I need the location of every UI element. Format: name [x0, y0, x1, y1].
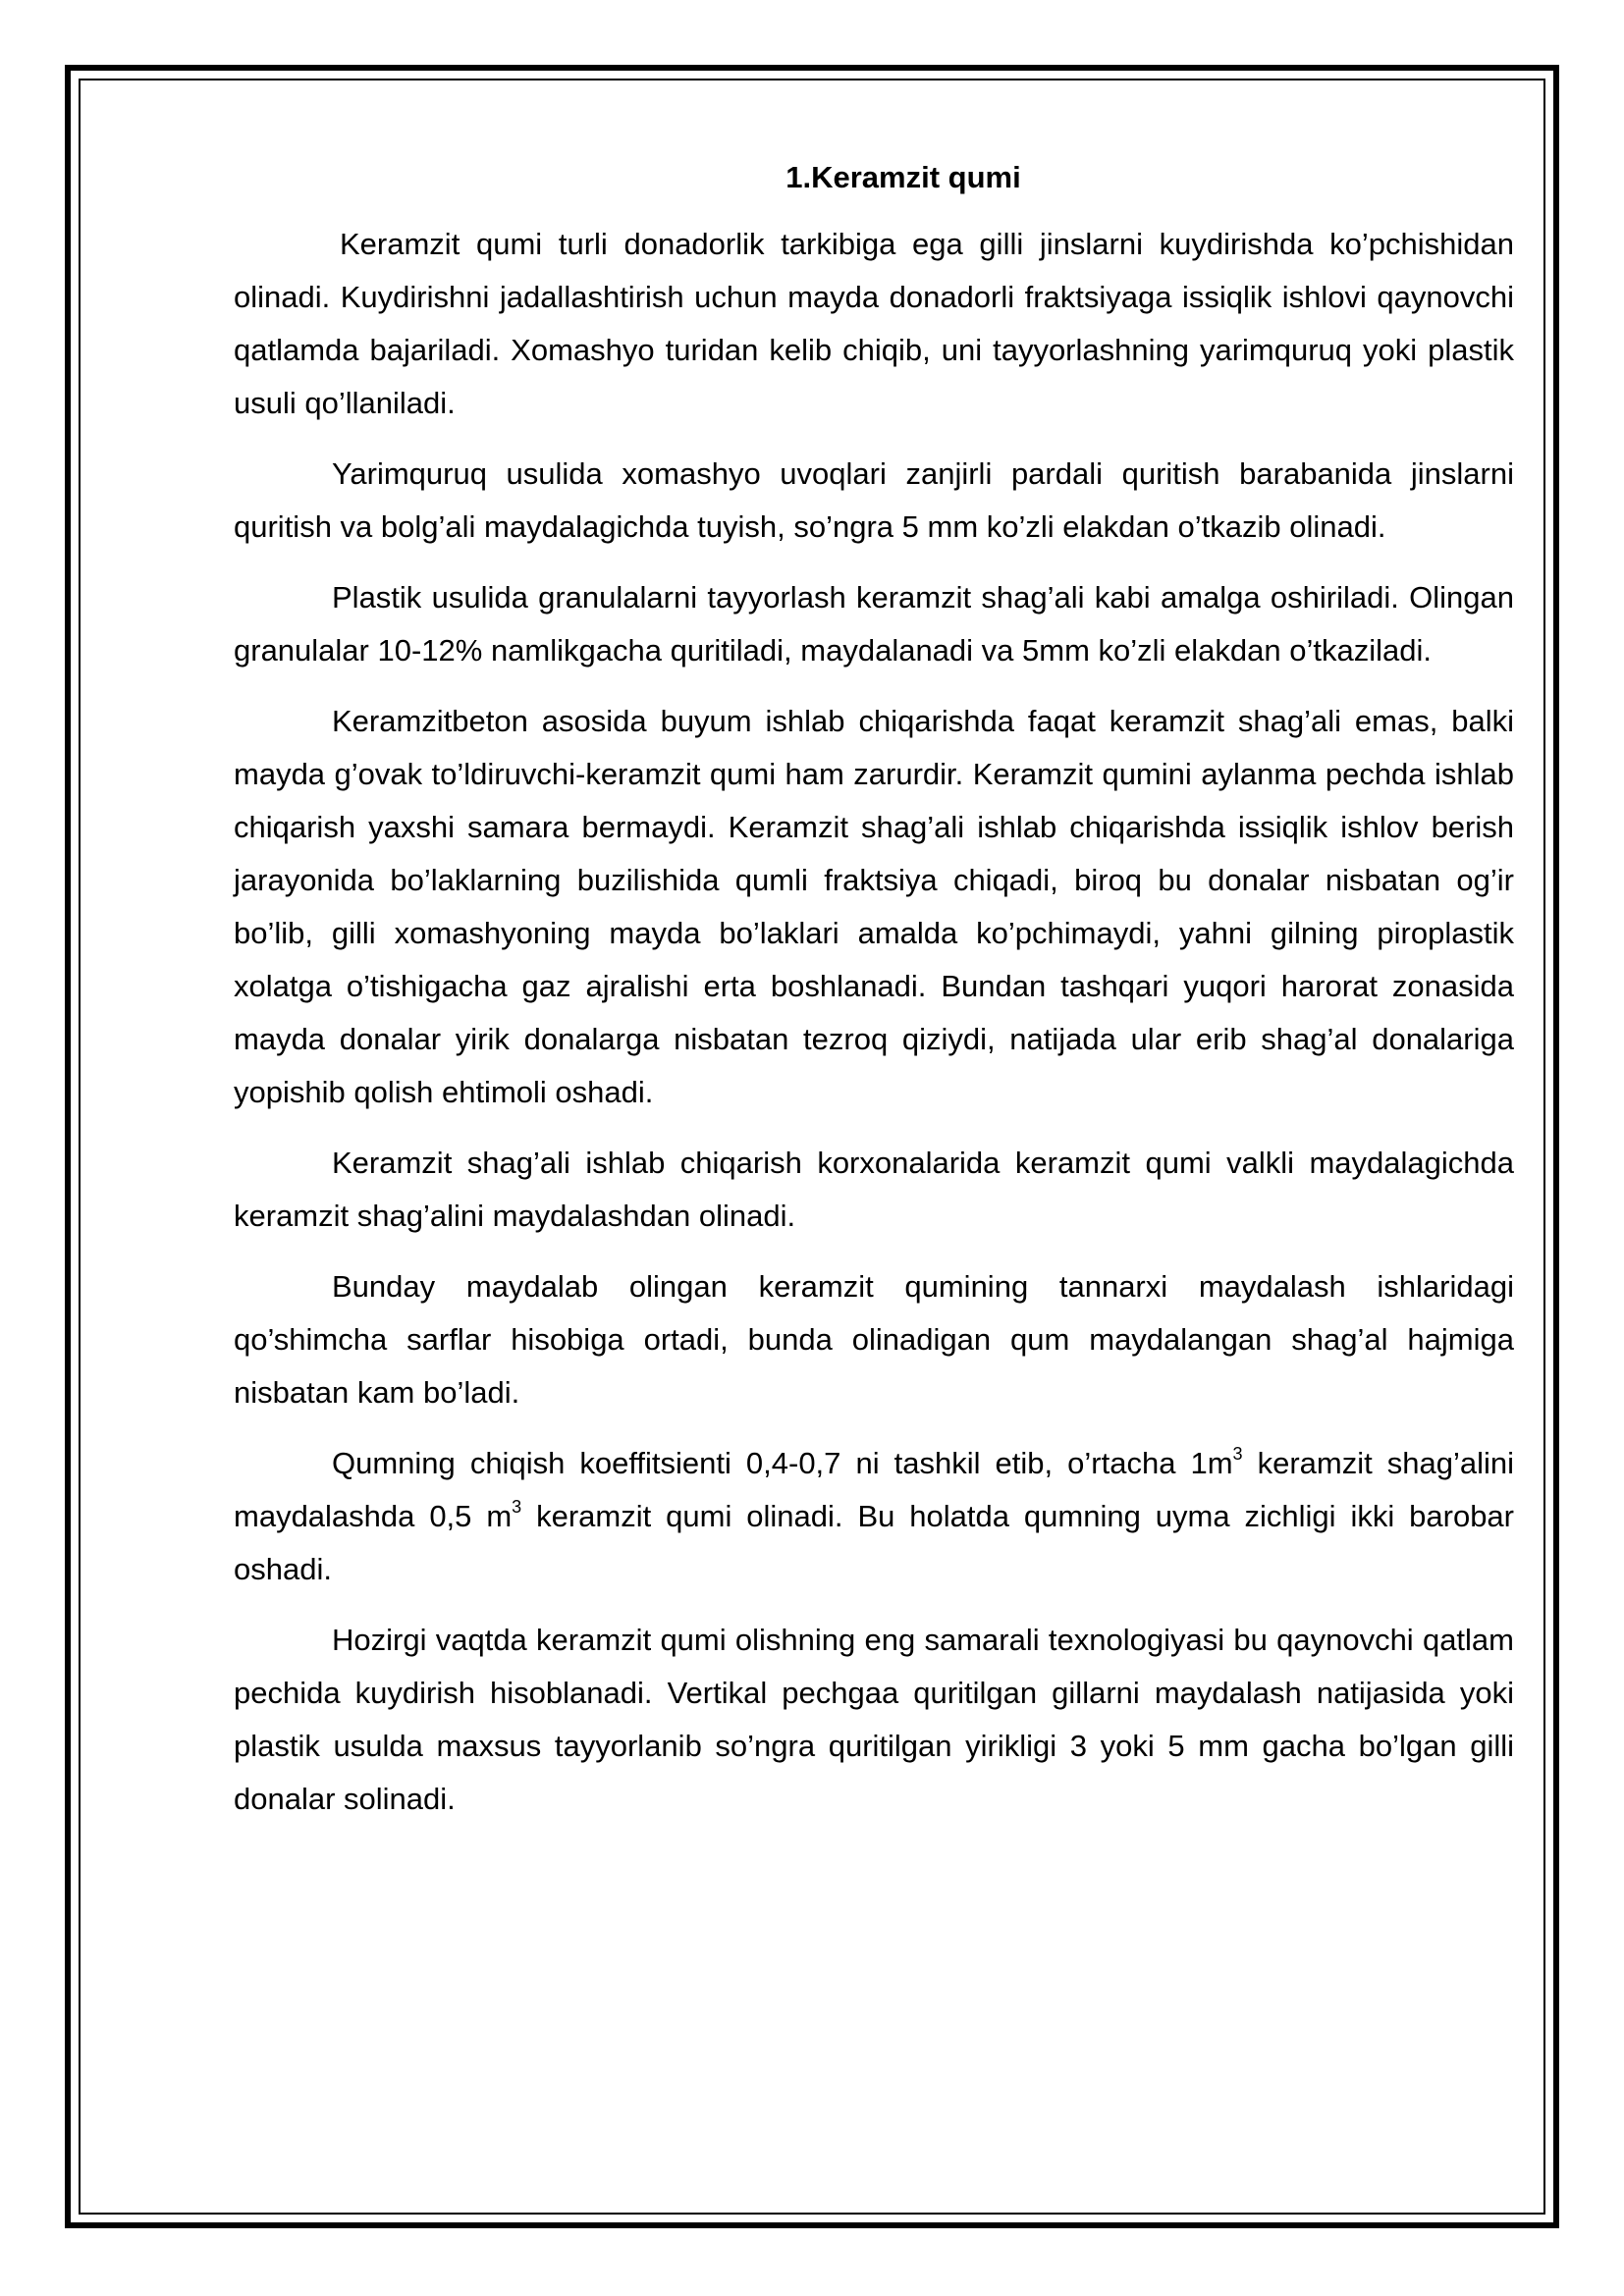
paragraph-7-part-3: keramzit qumi olinadi. Bu holatda qumning uyma zichligi ikki barobar oshadi. [234, 1499, 1514, 1586]
paragraph-8: Hozirgi vaqtda keramzit qumi olishning eng samarali texnologiyasi bu qaynovchi qatlam pechida kuydirish hisoblanadi. Vertikal pechgaa quritilgan gillarni maydalash natijasida yoki plastik usulda maxsus tayyorlanib so’ngra quritilgan yirikligi 3 yoki 5 mm gacha bo’lgan gilli donalar solinadi. [234, 1623, 1514, 1816]
superscript-cubic-1: 3 [1232, 1444, 1243, 1464]
superscript-cubic-2: 3 [512, 1497, 522, 1517]
paragraph-3: Plastik usulida granulalarni tayyorlash keramzit shag’ali kabi amalga oshiriladi. Olingan granulalar 10-12% namlikgacha quritiladi, maydalanadi va 5mm ko’zli elakdan o’tkaziladi. [234, 580, 1514, 667]
section-title: 1.Keramzit qumi [785, 160, 1021, 194]
document-body [234, 151, 1514, 1843]
paragraph-6: Bunday maydalab olingan keramzit qumining tannarxi maydalash ishlaridagi qo’shimcha sarflar hisobiga ortadi, bunda olinadigan qum maydalangan shag’al hajmiga nisbatan kam bo’ladi. [234, 1269, 1514, 1410]
paragraph-2: Yarimquruq usulida xomashyo uvoqlari zanjirli pardali quritish barabanida jinslarni quritish va bolg’ali maydalagichda tuyish, so’ngra 5 mm ko’zli elakdan o’tkazib olinadi. [234, 456, 1514, 544]
paragraph-7-part-2: keramzit shag’alini maydalashda 0,5 m [234, 1446, 1514, 1533]
paragraph-1: Keramzit qumi turli donadorlik tarkibiga ega gilli jinslarni kuydirishda ko’pchishidan olinadi. Kuydirishni jadallashtirish uchun mayda donadorli fraktsiyaga issiqlik ishlovi qaynovchi qatlamda bajariladi. Xomashyo turidan kelib chiqib, uni tayyorlashning yarimquruq yoki plastik usuli qo’llaniladi. [234, 227, 1514, 420]
paragraph-4: Keramzitbeton asosida buyum ishlab chiqarishda faqat keramzit shag’ali emas, balki mayda g’ovak to’ldiruvchi-keramzit qumi ham zarurdir. Keramzit qumini aylanma pechda ishlab chiqarish yaxshi samara bermaydi. Keramzit shag’ali ishlab chiqarishda issiqlik ishlov berish jarayonida bo’laklarning buzilishida qumli fraktsiya chiqadi, biroq bu donalar nisbatan og’ir bo’lib, gilli xomashyoning mayda bo’laklari amalda ko’pchimaydi, yahni gilning piroplastik xolatga o’tishigacha gaz ajralishi erta boshlanadi. Bundan tashqari yuqori harorat zonasida mayda donalar yirik donalarga nisbatan tezroq qiziydi, natijada ular erib shag’al donalariga yopishib qolish ehtimoli oshadi. [234, 704, 1514, 1109]
paragraph-7 [234, 1437, 1514, 1596]
paragraph-7-part-1: Qumning chiqish koeffitsienti 0,4-0,7 ni tashkil etib, o’rtacha 1m [332, 1446, 1233, 1480]
paragraph-5: Keramzit shag’ali ishlab chiqarish korxonalarida keramzit qumi valkli maydalagichda keramzit shag’alini maydalashdan olinadi. [234, 1146, 1514, 1233]
